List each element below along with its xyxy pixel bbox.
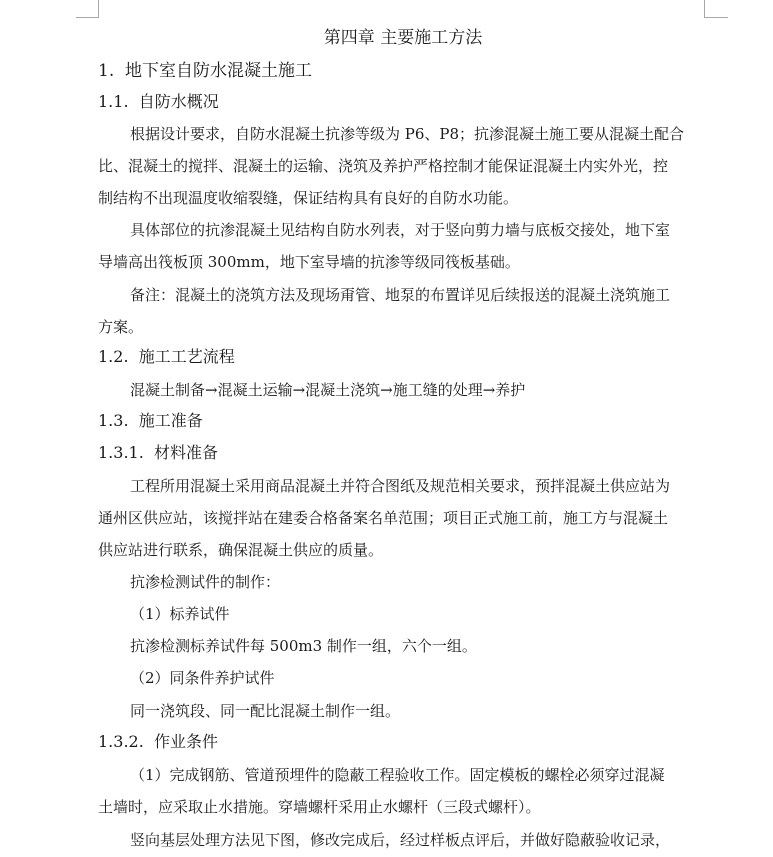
paragraph-line: 工程所用混凝土采用商品混凝土并符合图纸及规范相关要求，预拌混凝土供应站为 xyxy=(130,477,671,495)
paragraph-line: 抗渗检测试件的制作： xyxy=(130,573,281,591)
section-heading-1-3-2 xyxy=(98,731,218,753)
paragraph-line: 同一浇筑段、同一配比混凝土制作一组。 xyxy=(130,702,401,720)
section-title: 自防水概况 xyxy=(138,92,219,111)
list-item: （1）标养试件 xyxy=(130,605,230,623)
paragraph-line: 制结构不出现温度收缩裂缝，保证结构具有良好的自防水功能。 xyxy=(98,189,519,207)
crop-mark-top-right xyxy=(704,0,705,17)
section-number: 1.3.2. xyxy=(98,732,144,751)
paragraph-line: 比、混凝土的搅拌、混凝土的运输、浇筑及养护严格控制才能保证混凝土内实外光，控 xyxy=(98,157,669,175)
paragraph-line: 通州区供应站，该搅拌站在建委合格备案名单范围；项目正式施工前，施工方与混凝土 xyxy=(98,509,669,527)
section-heading-1 xyxy=(98,60,312,82)
section-number: 1.1. xyxy=(98,92,129,111)
chapter-title: 第四章 主要施工方法 xyxy=(323,28,483,48)
section-title: 地下室自防水混凝土施工 xyxy=(125,61,313,81)
section-heading-1-3 xyxy=(98,410,203,432)
section-number: 1. xyxy=(98,61,115,81)
section-number: 1.2. xyxy=(98,347,129,366)
section-title: 材料准备 xyxy=(153,443,218,462)
process-flow: 混凝土制备→混凝土运输→混凝土浇筑→施工缝的处理→养护 xyxy=(130,381,526,399)
section-number: 1.3. xyxy=(98,411,129,430)
section-title: 施工工艺流程 xyxy=(138,347,235,366)
paragraph-line: 抗渗检测标养试件每 500m3 制作一组，六个一组。 xyxy=(130,637,477,655)
paragraph-line: 具体部位的抗渗混凝土见结构自防水列表，对于竖向剪力墙与底板交接处，地下室 xyxy=(130,221,671,239)
section-heading-1-3-1 xyxy=(98,442,218,464)
crop-mark-top-right xyxy=(704,17,728,18)
paragraph-line: 供应站进行联系，确保混凝土供应的质量。 xyxy=(98,541,384,559)
paragraph-line: 土墙时，应采取止水措施。穿墙螺杆采用止水螺杆（三段式螺杆）。 xyxy=(98,798,541,816)
paragraph-line: 备注：混凝土的浇筑方法及现场甭管、地泵的布置详见后续报送的混凝土浇筑施工 xyxy=(130,286,671,304)
section-number: 1.3.1. xyxy=(98,443,144,462)
crop-mark-top-left xyxy=(98,0,99,17)
crop-mark-top-left xyxy=(76,17,99,18)
section-heading-1-1 xyxy=(98,91,219,113)
paragraph-line: 根据设计要求，自防水混凝土抗渗等级为 P6、P8；抗渗混凝土施工要从混凝土配合 xyxy=(130,125,685,143)
section-title: 施工准备 xyxy=(138,411,203,430)
section-title: 作业条件 xyxy=(153,732,218,751)
paragraph-line: 方案。 xyxy=(98,318,144,336)
list-item: （2）同条件养护试件 xyxy=(130,669,275,687)
paragraph-line: 导墙高出筏板顶 300mm，地下室导墙的抗渗等级同筏板基础。 xyxy=(98,253,520,271)
section-heading-1-2 xyxy=(98,346,235,368)
paragraph-line: 竖向基层处理方法见下图，修改完成后，经过样板点评后，并做好隐蔽验收记录， xyxy=(130,831,671,849)
paragraph-line: （1）完成钢筋、管道预埋件的隐蔽工程验收工作。固定模板的螺栓必须穿过混凝 xyxy=(130,766,665,784)
